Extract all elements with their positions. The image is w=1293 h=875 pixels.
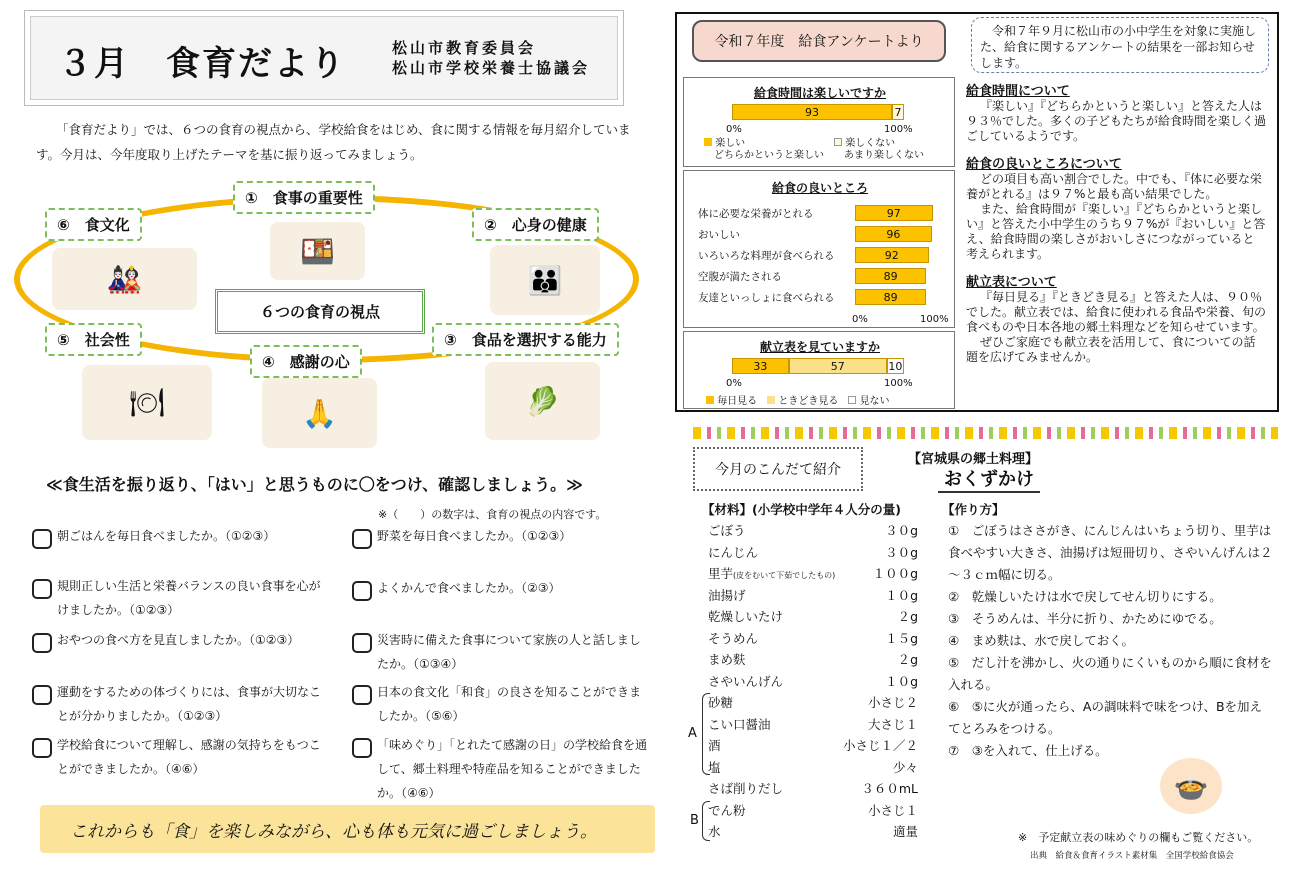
recipe-step: ① ごぼうはささがき、にんじんはいちょう切り、里芋は食べやすい大きさ、油揚げは短冊切り、さやいんげんは２～３ｃｍ幅に切る。 <box>948 523 1273 582</box>
viewpoint-5: ⑤ 社会性 <box>45 323 142 356</box>
survey-note: 令和７年９月に松山市の小中学生を対象に実施した、給食に関するアンケートの結果を一部お知らせします。 <box>971 17 1269 73</box>
check-item[interactable]: 野菜を毎日食べましたか。（①②③） <box>352 526 652 550</box>
q1-panel: 給食時間は楽しいですか 93 7 0% 100% 楽しい どちらかというと楽しい 楽しくない あまり楽しくない <box>683 77 955 167</box>
q2-bar: 89 <box>855 289 926 305</box>
q2-row <box>684 266 956 286</box>
check-item[interactable]: 規則正しい生活と栄養バランスの良い食事を心がけましたか。（①②③） <box>32 576 332 600</box>
q3-panel: 献立表を見ていますか 33 57 10 0% 100% 毎日見る ときどき見る 見ない <box>683 331 955 409</box>
q3-bar <box>732 358 904 374</box>
ingredient-row: 砂糖 小さじ２ <box>708 695 918 710</box>
q3-legend: 毎日見る ときどき見る 見ない <box>706 392 890 407</box>
ingredient-row: にんじん ３０g <box>708 544 918 560</box>
q2-bar: 96 <box>855 226 932 242</box>
check-item[interactable]: 日本の食文化「和食」の良さを知ることができましたか。（⑤⑥） <box>352 682 652 706</box>
steps-heading: 【作り方】 <box>942 502 1005 517</box>
ingredient-row: まめ麩 ２g <box>708 652 918 667</box>
source-credit: 出典 給食＆食育イラスト素材集 全国学校給食協会 <box>1030 851 1234 861</box>
ingredient-row: 水 適量 <box>708 824 918 839</box>
ingredient-row: さやいんげん １０g <box>708 673 918 689</box>
q1-title: 給食時間は楽しいですか <box>753 86 886 100</box>
checkbox[interactable] <box>352 738 372 758</box>
q1-legend: 楽しい どちらかというと楽しい <box>704 138 824 162</box>
hinamatsuri-illustration: 🎎 <box>52 248 197 310</box>
recipe-step: ⑤ だし汁を沸かし、火の通りにくいものから順に食材を入れる。 <box>948 655 1272 692</box>
ingredient-row: 乾燥しいたけ ２g <box>708 609 918 624</box>
recipe-region: 【宮城県の郷土料理】 <box>908 452 1039 467</box>
q2-bar: 89 <box>855 268 926 284</box>
closing-banner: これからも「食」を楽しみながら、心も体も元気に過ごしましょう。 <box>40 805 655 853</box>
q2-label: 空腹が満たされる <box>698 271 782 283</box>
q2-row <box>684 245 956 265</box>
survey-title: 令和７年度 給食アンケートより <box>692 20 946 62</box>
family-meal-illustration: 👪 <box>490 245 600 315</box>
intro-text: 「食育だより」では、６つの食育の視点から、学校給食をはじめ、食に関する情報を毎月紹介しています。今月は、今年度取り上げたテーマを基に振り返ってみましょう。 <box>36 122 631 162</box>
q1-segment: 7 <box>892 104 904 120</box>
checkbox[interactable] <box>352 581 372 601</box>
ingredient-row: 油揚げ １０g <box>708 587 918 603</box>
monthly-menu-label: 今月のこんだて紹介 <box>693 447 863 491</box>
checkbox[interactable] <box>352 529 372 549</box>
viewpoint-2: ② 心身の健康 <box>472 208 599 241</box>
checkbox[interactable] <box>352 633 372 653</box>
check-item[interactable]: よくかんで食べましたか。（②③） <box>352 578 652 602</box>
checklist-note: ※（ ）の数字は、食育の視点の内容です。 <box>378 508 607 521</box>
q2-row <box>684 224 956 244</box>
vegetable-stall-illustration: 🥬 <box>485 362 600 440</box>
school-lunch-service-illustration: 🍽 <box>82 365 212 440</box>
ingredient-row: さば削りだし ３６０mL <box>708 781 918 796</box>
checkbox[interactable] <box>32 738 52 758</box>
survey-comments: 給食時間について 『楽しい』『どちらかというと楽しい』と答えた人は９３％でした。多くの子どもたちが給食時間を楽しく過ごしているようです。 給食の良いところについて どの項目も高い割合でした。中でも、『体に必要な栄養がとれる』は９７%と最も高い結果でした。 また、給食時間が『楽しい』『どちらかというと楽しい』と答えた小中学生のうち９７%が『おいしい』と答え、給食時間の楽しさがおいしさにつながっていると考えられます。 献立表について 『毎日見る』『ときどき見る』と答えた人は、９０％でした。献立表では、給食に使われる食品や栄養、旬の食べものや日本各地の郷土料理などを知らせています。 ぜひご家庭でも献立表を活用して、食についての話題を広げてみませんか。 <box>966 84 1267 364</box>
q1-segment: 93 <box>732 104 892 120</box>
q2-row <box>684 287 956 307</box>
q3-segment: 10 <box>888 359 903 373</box>
viewpoint-3: ③ 食品を選択する能力 <box>432 323 619 356</box>
checklist-heading: ≪食生活を振り返り、「はい」と思うものに〇をつけ、確認しましょう。≫ <box>46 475 583 494</box>
q3-segment: 57 <box>789 358 887 374</box>
ingredient-row: こい口醤油 大さじ１ <box>708 716 918 732</box>
recipe-dish: おくずかけ <box>938 465 1040 493</box>
q2-bar: 97 <box>855 205 933 221</box>
checkbox[interactable] <box>32 685 52 705</box>
group-a-label: A <box>688 726 697 741</box>
viewpoint-center: ６つの食育の視点 <box>215 289 425 334</box>
check-item[interactable]: おやつの食べ方を見直しましたか。（①②③） <box>32 630 332 654</box>
q2-bar: 92 <box>855 247 929 263</box>
ingredient-row: 塩 少々 <box>708 759 918 775</box>
q2-row <box>684 203 956 223</box>
ingredient-row: 酒 小さじ１／２ <box>708 738 918 753</box>
ingredient-row: 里芋(皮をむいて下茹でしたもの) １００g <box>708 566 918 581</box>
ingredients-heading: 【材料】(小学校中学年４人分の量) <box>702 502 901 517</box>
q2-label: 体に必要な栄養がとれる <box>698 208 814 220</box>
check-item[interactable]: 運動をするための体づくりには、食事が大切なことが分かりましたか。（①②③） <box>32 682 332 706</box>
q2-label: いろいろな料理が食べられる <box>698 250 835 262</box>
viewpoint-4: ④ 感謝の心 <box>250 345 362 378</box>
page-title: ３月 食育だより <box>58 44 346 84</box>
recipe-step: ④ まめ麩は、水で戻しておく。 <box>948 633 1134 648</box>
q2-panel: 給食の良いところ 体に必要な栄養がとれる 97 おいしい 96 いろいろな料理が食べられる 92 空腹が満たされる 89 友達といっしょに食べられる 89 0% 100% <box>683 170 955 328</box>
checkbox[interactable] <box>352 685 372 705</box>
viewpoint-6: ⑥ 食文化 <box>45 208 142 241</box>
checkbox[interactable] <box>32 633 52 653</box>
organization: 松山市教育委員会 松山市学校栄養士協議会 <box>392 39 591 77</box>
ingredient-row: そうめん １５g <box>708 630 918 646</box>
q3-title: 献立表を見ていますか <box>759 340 880 354</box>
q3-segment: 33 <box>732 358 789 374</box>
check-item[interactable]: 学校給食について理解し、感謝の気持ちをもつことができましたか。（④⑥） <box>32 735 332 759</box>
q2-label: 友達といっしょに食べられる <box>698 292 835 304</box>
kids-eating-illustration: 🍱 <box>270 222 365 280</box>
footnote: ※ 予定献立表の味めぐりの欄もご覧ください。 <box>1018 831 1259 844</box>
ingredient-row: ごぼう ３０g <box>708 523 918 538</box>
checkbox[interactable] <box>32 529 52 549</box>
thanks-illustration: 🙏 <box>262 378 377 448</box>
ingredient-row: でん粉 小さじ１ <box>708 802 918 818</box>
recipe-step: ② 乾燥しいたけは水で戻してせん切りにする。 <box>948 589 1222 604</box>
soup-bowl-illustration: 🍲 <box>1160 758 1222 814</box>
recipe-step: ⑦ ③を入れて、仕上げる。 <box>948 743 1108 758</box>
check-item[interactable]: 「味めぐり」「とれたて感謝の日」の学校給食を通して、郷土料理や特産品を知ることができましたか。（④⑥） <box>352 735 652 759</box>
q1-bar <box>732 104 904 120</box>
recipe-step: ⑥ ⑤に火が通ったら、Aの調味料で味をつけ、Bを加えてとろみをつける。 <box>948 699 1263 736</box>
recipe-steps <box>948 520 1274 762</box>
check-item[interactable]: 朝ごはんを毎日食べましたか。（①②③） <box>32 526 332 550</box>
recipe-step: ③ そうめんは、半分に折り、かためにゆでる。 <box>948 611 1222 626</box>
checkbox[interactable] <box>32 579 52 599</box>
q2-label: おいしい <box>698 229 740 241</box>
check-item[interactable]: 災害時に備えた食事について家族の人と話しましたか。（①③④） <box>352 630 652 654</box>
ingredient-list <box>708 520 918 845</box>
divider-border <box>693 427 1278 439</box>
viewpoint-1: ① 食事の重要性 <box>233 181 375 214</box>
q2-title: 給食の良いところ <box>771 181 868 195</box>
group-b-label: B <box>690 813 699 828</box>
